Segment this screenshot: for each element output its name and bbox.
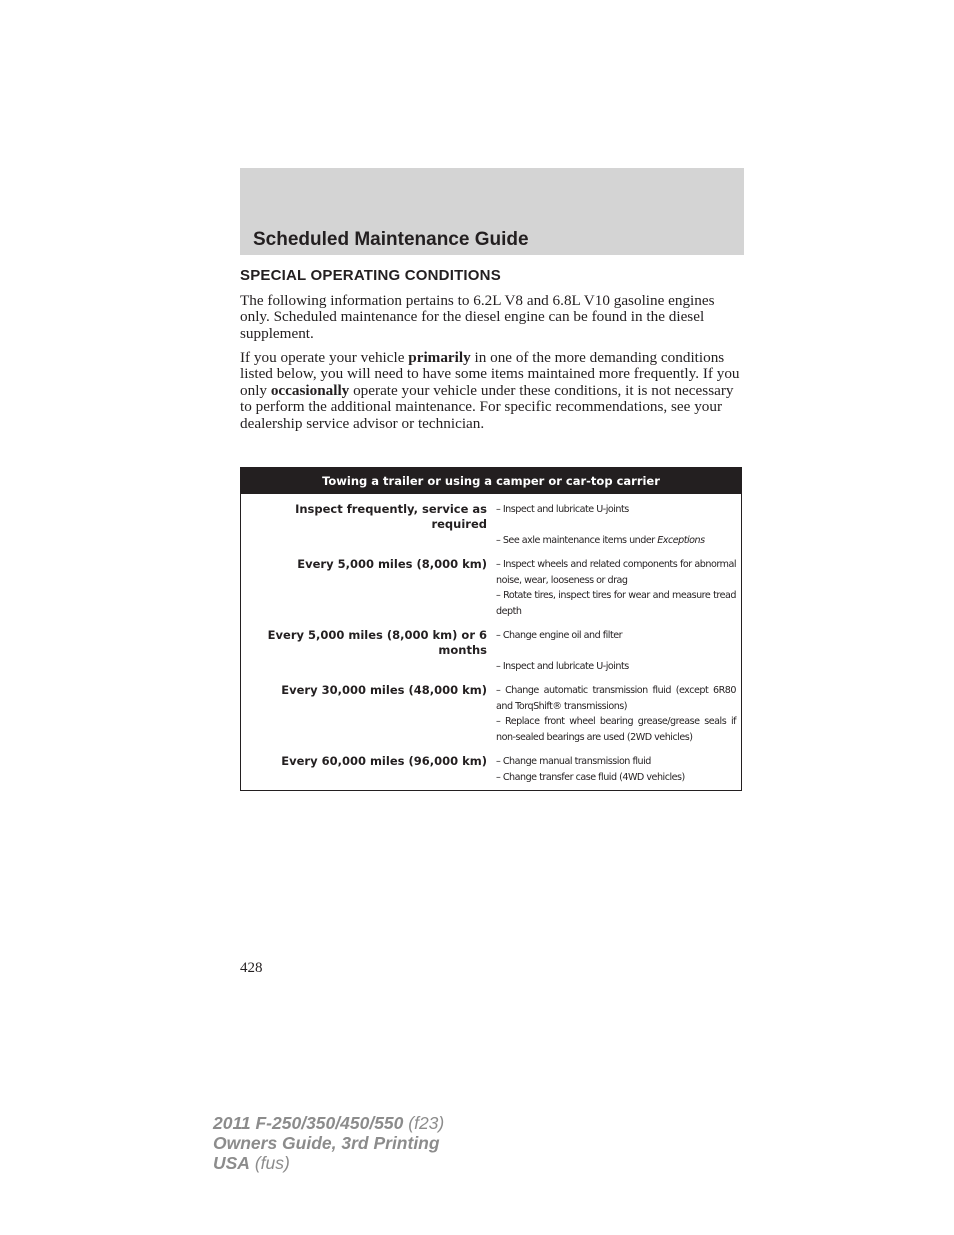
footer-line-model: 2011 F-250/350/450/550 (f23): [213, 1113, 445, 1133]
page-number: 428: [240, 960, 263, 976]
service-item: – Inspect and lubricate U-joints: [496, 660, 629, 672]
service-item: – See axle maintenance items under Exceptions: [496, 534, 705, 546]
service-item: – Change manual transmission fluid: [496, 756, 651, 767]
service-item: – Replace front wheel bearing grease/grease seals if non-sealed bearings are used (2WD vehicles): [496, 716, 736, 743]
table-row: [241, 754, 741, 785]
service-items: [496, 557, 736, 619]
service-item: – Change transfer case fluid (4WD vehicles): [496, 771, 685, 783]
interval-label: Every 5,000 miles (8,000 km): [297, 557, 487, 571]
page-title: Scheduled Maintenance Guide: [253, 229, 529, 250]
intro-paragraph: The following information pertains to 6.2L V8 and 6.8L V10 gasoline engines only. Scheduled maintenance for the diesel engine can be found in the diesel supplement.: [240, 292, 715, 342]
table-row: [241, 683, 741, 745]
service-items: [496, 754, 736, 785]
exceptions-reference: Exceptions: [657, 534, 705, 546]
table-row: [241, 502, 741, 548]
table-row: [241, 557, 741, 619]
service-item: – Inspect and lubricate U-joints: [496, 504, 629, 515]
service-item: – Rotate tires, inspect tires for wear and measure tread depth: [496, 590, 736, 617]
interval-label: Inspect frequently, service as required: [295, 502, 487, 531]
service-items: [496, 502, 736, 548]
conditions-paragraph: If you operate your vehicle primarily in one of the more demanding conditions listed below, you will need to have some items maintained more frequently. If you only occasionally operate your vehicle under these conditions, it is not necessary to perform the additional maintenance. For specific recommendations, see your dealership service advisor or technician.: [240, 349, 740, 432]
interval-label: Every 60,000 miles (96,000 km): [281, 754, 487, 768]
service-item: – Change engine oil and filter: [496, 630, 623, 641]
service-items: [496, 683, 736, 745]
table-row: [241, 628, 741, 674]
interval-label: Every 5,000 miles (8,000 km) or 6 months: [267, 628, 487, 657]
footer-line-guide: Owners Guide, 3rd Printing: [213, 1133, 440, 1153]
service-item: – Change automatic transmission fluid (except 6R80 and TorqShift® transmissions): [496, 685, 736, 712]
section-heading: SPECIAL OPERATING CONDITIONS: [240, 267, 501, 284]
table-header: Towing a trailer or using a camper or car-top carrier: [241, 468, 741, 494]
footer-line-region: USA (fus): [213, 1153, 290, 1173]
document-footer: [213, 1113, 444, 1173]
emphasis-primarily: primarily: [408, 349, 471, 366]
maintenance-table: [240, 467, 742, 791]
header-band: [240, 168, 744, 255]
interval-label: Every 30,000 miles (48,000 km): [281, 683, 487, 697]
emphasis-occasionally: occasionally: [270, 381, 350, 399]
service-items: [496, 628, 736, 674]
service-item: – Inspect wheels and related components for abnormal noise, wear, looseness or drag: [496, 559, 736, 586]
